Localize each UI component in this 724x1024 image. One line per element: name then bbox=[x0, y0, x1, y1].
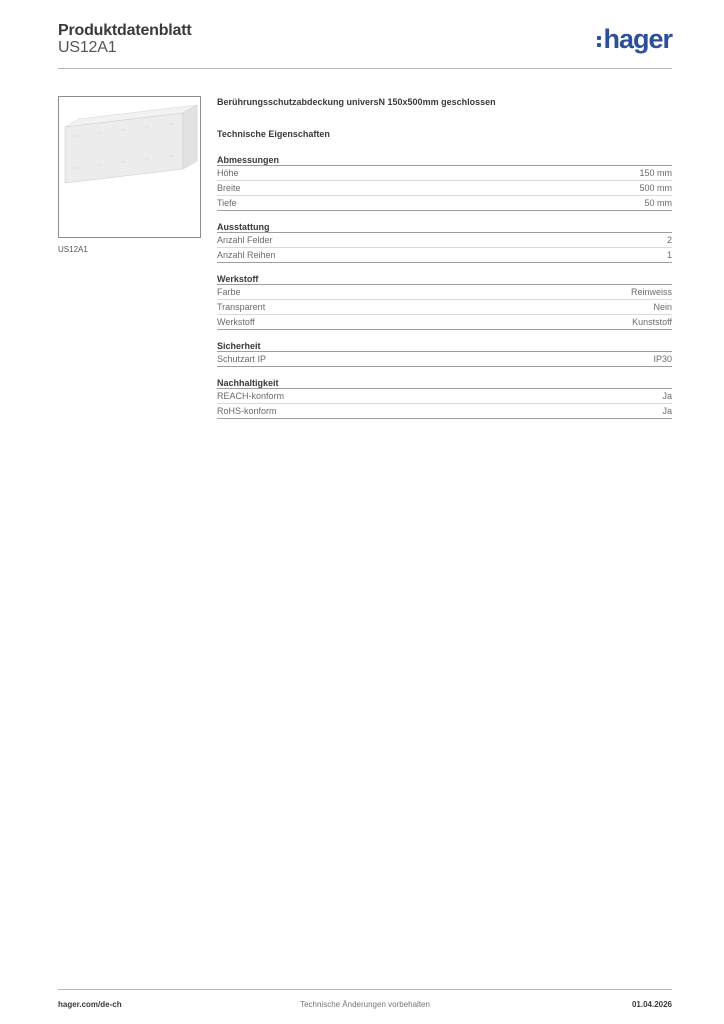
product-code: US12A1 bbox=[58, 39, 117, 56]
property-row bbox=[217, 389, 672, 404]
property-value: 50 mm bbox=[644, 198, 672, 208]
property-row bbox=[217, 248, 672, 263]
property-value: 1 bbox=[666, 250, 672, 260]
section-rows bbox=[217, 285, 672, 330]
tech-properties-title: Technische Eigenschaften bbox=[217, 129, 330, 139]
property-label: Schutzart IP bbox=[217, 354, 267, 364]
section-title: Ausstattung bbox=[217, 221, 672, 233]
hager-logo bbox=[597, 24, 672, 54]
section-rows bbox=[217, 233, 672, 263]
property-label: Breite bbox=[217, 183, 241, 193]
property-value: Ja bbox=[662, 391, 672, 401]
page-header bbox=[58, 20, 672, 69]
property-label: RoHS-konform bbox=[217, 406, 277, 416]
property-row bbox=[217, 404, 672, 419]
property-row bbox=[217, 166, 672, 181]
property-value: Kunststoff bbox=[632, 317, 672, 327]
section-nachhaltigkeit bbox=[217, 377, 672, 419]
image-caption: US12A1 bbox=[58, 245, 88, 254]
property-label: Tiefe bbox=[217, 198, 237, 208]
property-row bbox=[217, 315, 672, 330]
property-label: Anzahl Reihen bbox=[217, 250, 276, 260]
section-ausstattung bbox=[217, 221, 672, 263]
footer-notice: Technische Änderungen vorbehalten bbox=[300, 1000, 430, 1009]
section-sicherheit bbox=[217, 340, 672, 367]
property-label: REACH-konform bbox=[217, 391, 285, 401]
footer-date: 01.04.2026 bbox=[631, 1000, 672, 1009]
property-row bbox=[217, 196, 672, 211]
page-footer bbox=[58, 989, 672, 1009]
section-title: Sicherheit bbox=[217, 340, 672, 352]
property-value: Reinweiss bbox=[630, 287, 672, 297]
logo-dots-icon bbox=[597, 32, 601, 47]
section-title: Abmessungen bbox=[217, 154, 672, 166]
property-label: Farbe bbox=[217, 287, 241, 297]
logo-text: hager bbox=[603, 24, 672, 54]
property-value: 2 bbox=[666, 235, 672, 245]
section-rows bbox=[217, 166, 672, 211]
property-label: Transparent bbox=[217, 302, 266, 312]
property-label: Anzahl Felder bbox=[217, 235, 273, 245]
product-content bbox=[217, 96, 672, 419]
document-title: Produktdatenblatt bbox=[58, 22, 192, 39]
property-row bbox=[217, 181, 672, 196]
product-image bbox=[58, 96, 201, 238]
section-abmessungen bbox=[217, 154, 672, 211]
property-row bbox=[217, 300, 672, 315]
property-row bbox=[217, 233, 672, 248]
section-werkstoff bbox=[217, 273, 672, 330]
section-title: Werkstoff bbox=[217, 273, 672, 285]
property-row bbox=[217, 285, 672, 300]
properties-sections bbox=[217, 154, 672, 419]
property-value: 500 mm bbox=[639, 183, 672, 193]
section-rows bbox=[217, 389, 672, 419]
property-label: Höhe bbox=[217, 168, 239, 178]
property-label: Werkstoff bbox=[217, 317, 255, 327]
property-row bbox=[217, 352, 672, 367]
product-description: Berührungsschutzabdeckung universN 150x500mm geschlossen bbox=[217, 97, 496, 107]
section-rows bbox=[217, 352, 672, 367]
property-value: Ja bbox=[662, 406, 672, 416]
section-title: Nachhaltigkeit bbox=[217, 377, 672, 389]
property-value: IP30 bbox=[653, 354, 672, 364]
property-value: 150 mm bbox=[639, 168, 672, 178]
cover-panel-icon bbox=[59, 97, 200, 237]
property-value: Nein bbox=[653, 302, 672, 312]
footer-website[interactable]: hager.com/de-ch bbox=[58, 1000, 122, 1009]
